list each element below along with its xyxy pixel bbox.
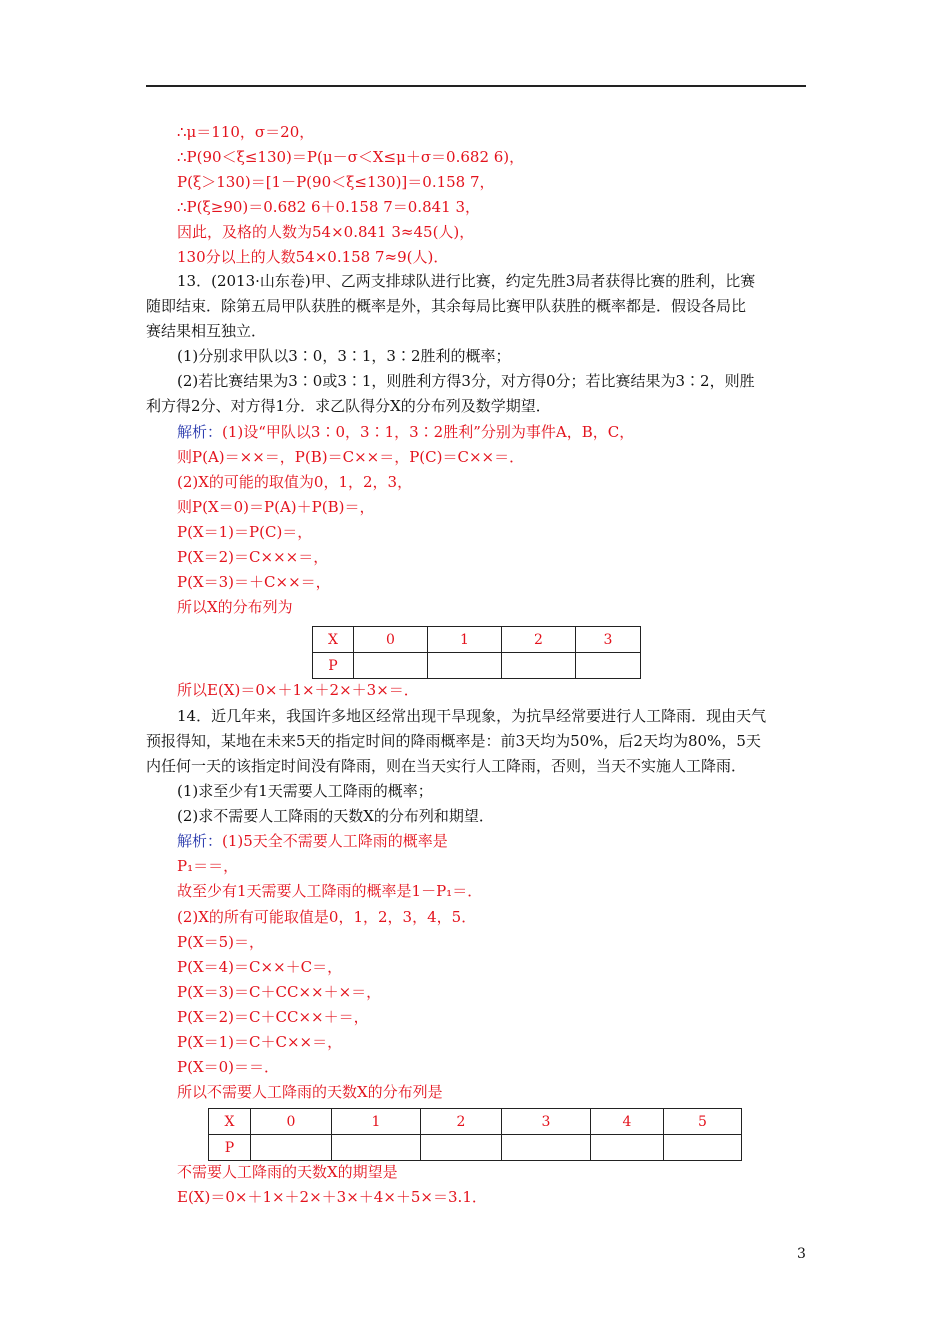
distribution-table-14 — [208, 1108, 742, 1161]
problem-14-question-1: (1)求至少有1天需要人工降雨的概率； — [177, 782, 433, 800]
answer-line: 故至少有1天需要人工降雨的概率是1－P₁＝． — [177, 882, 483, 900]
table-cell: P — [313, 653, 354, 679]
answer-line: 130分以上的人数54×0.158 7≈9(人)． — [177, 248, 449, 266]
problem-13-text: 随即结束．除第五局甲队获胜的概率是外，其余每局比赛甲队获胜的概率都是．假设各局比 — [146, 297, 747, 315]
table-cell: 1 — [332, 1109, 421, 1135]
table-cell: 1 — [428, 627, 502, 653]
table-cell — [421, 1135, 502, 1161]
answer-line: ∴P(ξ≥90)＝0.682 6＋0.158 7＝0.841 3， — [177, 198, 481, 216]
answer-line: P(X＝1)＝P(C)＝， — [177, 523, 313, 541]
answer-line: P(X＝5)＝， — [177, 933, 265, 951]
table-cell — [576, 653, 641, 679]
analysis-label: 解析： — [177, 832, 223, 850]
table-cell: 0 — [251, 1109, 332, 1135]
answer-line: ∴P(90＜ξ≤130)＝P(μ－σ＜X≤μ＋σ＝0.682 6)， — [177, 148, 525, 166]
table-cell: P — [209, 1135, 251, 1161]
answer-line: 因此，及格的人数为54×0.841 3≈45(人)， — [177, 223, 475, 241]
answer-line: 则P(A)＝××＝，P(B)＝C××＝，P(C)＝C××＝． — [177, 448, 525, 466]
table-cell — [332, 1135, 421, 1161]
answer-line: (2)X的可能的取值为0，1，2，3， — [177, 473, 413, 491]
answer-line: 所以X的分布列为 — [177, 598, 293, 616]
answer-line: E(X)＝0×＋1×＋2×＋3×＋4×＋5×＝3.1． — [177, 1188, 487, 1206]
problem-14-text: 14．近几年来，我国许多地区经常出现干旱现象，为抗旱经常要进行人工降雨．现由天气 — [177, 707, 767, 725]
table-cell: X — [313, 627, 354, 653]
answer-line: 所以不需要人工降雨的天数X的分布列是 — [177, 1083, 443, 1101]
answer-line: P(X＝0)＝＝． — [177, 1058, 280, 1076]
table-cell: 3 — [576, 627, 641, 653]
table-row — [313, 653, 641, 679]
analysis-label: 解析： — [177, 423, 223, 441]
answer-line: P(X＝4)＝C××＋C＝， — [177, 958, 343, 976]
table-cell: 2 — [502, 627, 576, 653]
table-cell — [428, 653, 502, 679]
table-row — [313, 627, 641, 653]
answer-line: 解析：(1)5天全不需要人工降雨的概率是 — [177, 832, 448, 850]
problem-13-question-1: (1)分别求甲队以3∶0，3∶1，3∶2胜利的概率； — [177, 347, 511, 365]
problem-13-text: 13．(2013·山东卷)甲、乙两支排球队进行比赛，约定先胜3局者获得比赛的胜利，比赛 — [177, 272, 756, 290]
table-cell: 4 — [591, 1109, 664, 1135]
table-cell — [664, 1135, 742, 1161]
answer-line: 不需要人工降雨的天数X的期望是 — [177, 1163, 398, 1181]
problem-14-question-2: (2)求不需要人工降雨的天数X的分布列和期望． — [177, 807, 494, 825]
distribution-table-13 — [312, 626, 641, 679]
problem-13-question-2: 利方得2分、对方得1分．求乙队得分X的分布列及数学期望． — [146, 397, 551, 415]
answer-line: 所以E(X)＝0×＋1×＋2×＋3×＝． — [177, 681, 419, 699]
table-cell — [502, 1135, 591, 1161]
answer-line: P(ξ＞130)＝[1－P(90＜ξ≤130)]＝0.158 7， — [177, 173, 495, 191]
answer-line: (2)X的所有可能取值是0，1，2，3，4，5． — [177, 908, 477, 926]
table-cell: 0 — [354, 627, 428, 653]
table-cell: 5 — [664, 1109, 742, 1135]
answer-line: P(X＝1)＝C＋C××＝， — [177, 1033, 343, 1051]
table-cell — [591, 1135, 664, 1161]
table-cell — [354, 653, 428, 679]
page-number: 3 — [797, 1246, 806, 1262]
problem-13-question-2: (2)若比赛结果为3∶0或3∶1，则胜利方得3分，对方得0分；若比赛结果为3∶2，则胜 — [177, 372, 755, 390]
table-cell: X — [209, 1109, 251, 1135]
table-cell: 3 — [502, 1109, 591, 1135]
header-rule — [146, 85, 806, 87]
problem-13-text: 赛结果相互独立． — [146, 322, 267, 340]
answer-line: ∴μ＝110，σ＝20， — [177, 123, 315, 141]
answer-line: P(X＝3)＝＋C××＝， — [177, 573, 331, 591]
answer-line: P(X＝3)＝C＋CC××＋×＝， — [177, 983, 382, 1001]
table-cell — [502, 653, 576, 679]
problem-14-text: 预报得知，某地在未来5天的指定时间的降雨概率是：前3天均为50%，后2天均为80%，5天 — [146, 732, 761, 750]
table-cell — [251, 1135, 332, 1161]
problem-14-text: 内任何一天的该指定时间没有降雨，则在当天实行人工降雨，否则，当天不实施人工降雨． — [146, 757, 747, 775]
table-row — [209, 1135, 742, 1161]
answer-line: P(X＝2)＝C＋CC××＋＝， — [177, 1008, 369, 1026]
table-row — [209, 1109, 742, 1135]
table-cell: 2 — [421, 1109, 502, 1135]
answer-line: P₁＝＝， — [177, 857, 239, 875]
answer-line: 解析：(1)设“甲队以3∶0，3∶1，3∶2胜利”分别为事件A，B，C， — [177, 423, 635, 441]
answer-line: 则P(X＝0)＝P(A)＋P(B)＝， — [177, 498, 375, 516]
answer-line: P(X＝2)＝C×××＝， — [177, 548, 329, 566]
